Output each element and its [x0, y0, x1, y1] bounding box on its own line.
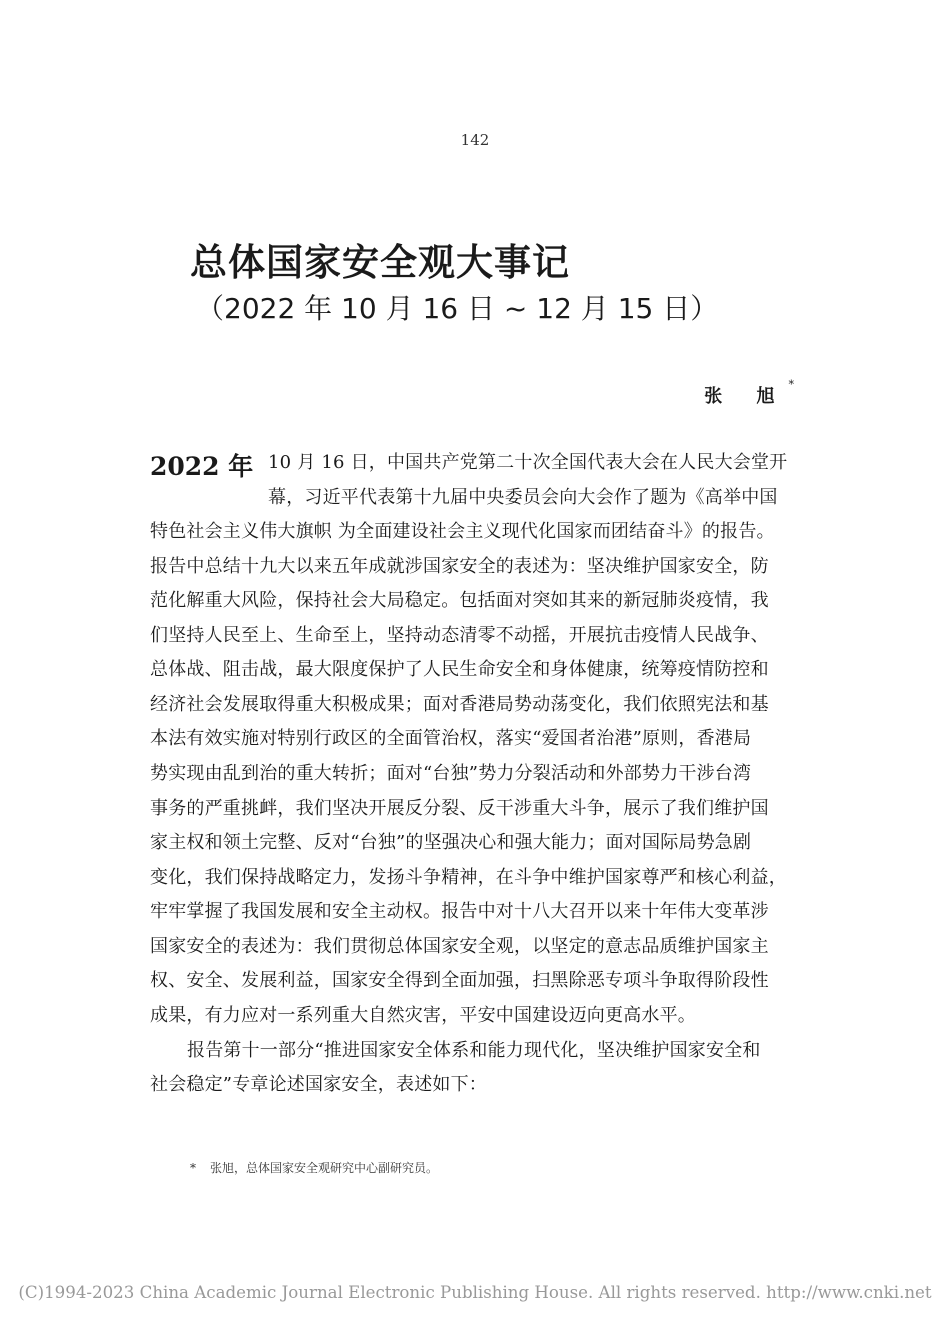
page-number: 142 — [460, 131, 490, 149]
body-line: 特色社会主义伟大旗帜 为全面建设社会主义现代化国家而团结奋斗》的报告。 — [150, 521, 775, 542]
body-line: 成果，有力应对一系列重大自然灾害，平安中国建设迈向更高水平。 — [150, 1005, 696, 1026]
footnote-marker: * — [190, 1161, 196, 1175]
body-line: 家主权和领土完整、反对“台独”的坚强决心和强大能力；面对国际局势急剧 — [150, 832, 752, 853]
body-line: 总体战、阻击战，最大限度保护了人民生命安全和身体健康，统筹疫情防控和 — [150, 659, 769, 680]
article-title: 总体国家安全观大事记 — [190, 241, 570, 284]
author-footnote-marker: * — [788, 378, 794, 391]
body-line: 报告中总结十九大以来五年成就涉国家安全的表述为：坚决维护国家安全，防 — [150, 556, 769, 577]
body-line: 变化，我们保持战略定力，发扬斗争精神，在斗争中维护国家尊严和核心利益， — [150, 867, 787, 888]
article-subtitle: （2022 年 10 月 16 日 ~ 12 月 15 日） — [196, 292, 719, 325]
body-line: 范化解重大风险，保持社会大局稳定。包括面对突如其来的新冠肺炎疫情，我 — [150, 590, 769, 611]
body-line: 国家安全的表述为：我们贯彻总体国家安全观，以坚定的意志品质维护国家主 — [150, 936, 769, 957]
copyright-watermark: (C)1994-2023 China Academic Journal Electronic Publishing House. All rights reserved. http://www.cnki.net — [18, 1283, 932, 1302]
body-line: 社会稳定”专章论述国家安全，表述如下： — [150, 1074, 488, 1095]
body-line: 权、安全、发展利益，国家安全得到全面加强，扫黑除恶专项斗争取得阶段性 — [150, 970, 769, 991]
body-line: 经济社会发展取得重大积极成果；面对香港局势动荡变化，我们依照宪法和基 — [150, 694, 769, 715]
body-line: 10 月 16 日，中国共产党第二十次全国代表大会在人民大会堂开 — [268, 452, 788, 473]
author — [704, 378, 794, 408]
footnote — [190, 1159, 438, 1176]
footnote-text: 张旭，总体国家安全观研究中心副研究员。 — [210, 1161, 439, 1175]
body-line: 牢牢掌握了我国发展和安全主动权。报告中对十八大召开以来十年伟大变革涉 — [150, 901, 769, 922]
body-line: 幕，习近平代表第十九届中央委员会向大会作了题为《高举中国 — [268, 487, 778, 508]
body-line: 势实现由乱到治的重大转折；面对“台独”势力分裂活动和外部势力干涉台湾 — [150, 763, 752, 784]
body-line: 本法有效实施对特别行政区的全面管治权，落实“爱国者治港”原则，香港局 — [150, 728, 752, 749]
author-name: 张 旭 — [704, 386, 789, 407]
entry-year: 2022 年 — [150, 452, 254, 481]
body-line: 们坚持人民至上、生命至上，坚持动态清零不动摇，开展抗击疫情人民战争、 — [150, 625, 769, 646]
body-line: 事务的严重挑衅，我们坚决开展反分裂、反干涉重大斗争，展示了我们维护国 — [150, 798, 769, 819]
body-line: 报告第十一部分“推进国家安全体系和能力现代化，坚决维护国家安全和 — [187, 1040, 761, 1061]
